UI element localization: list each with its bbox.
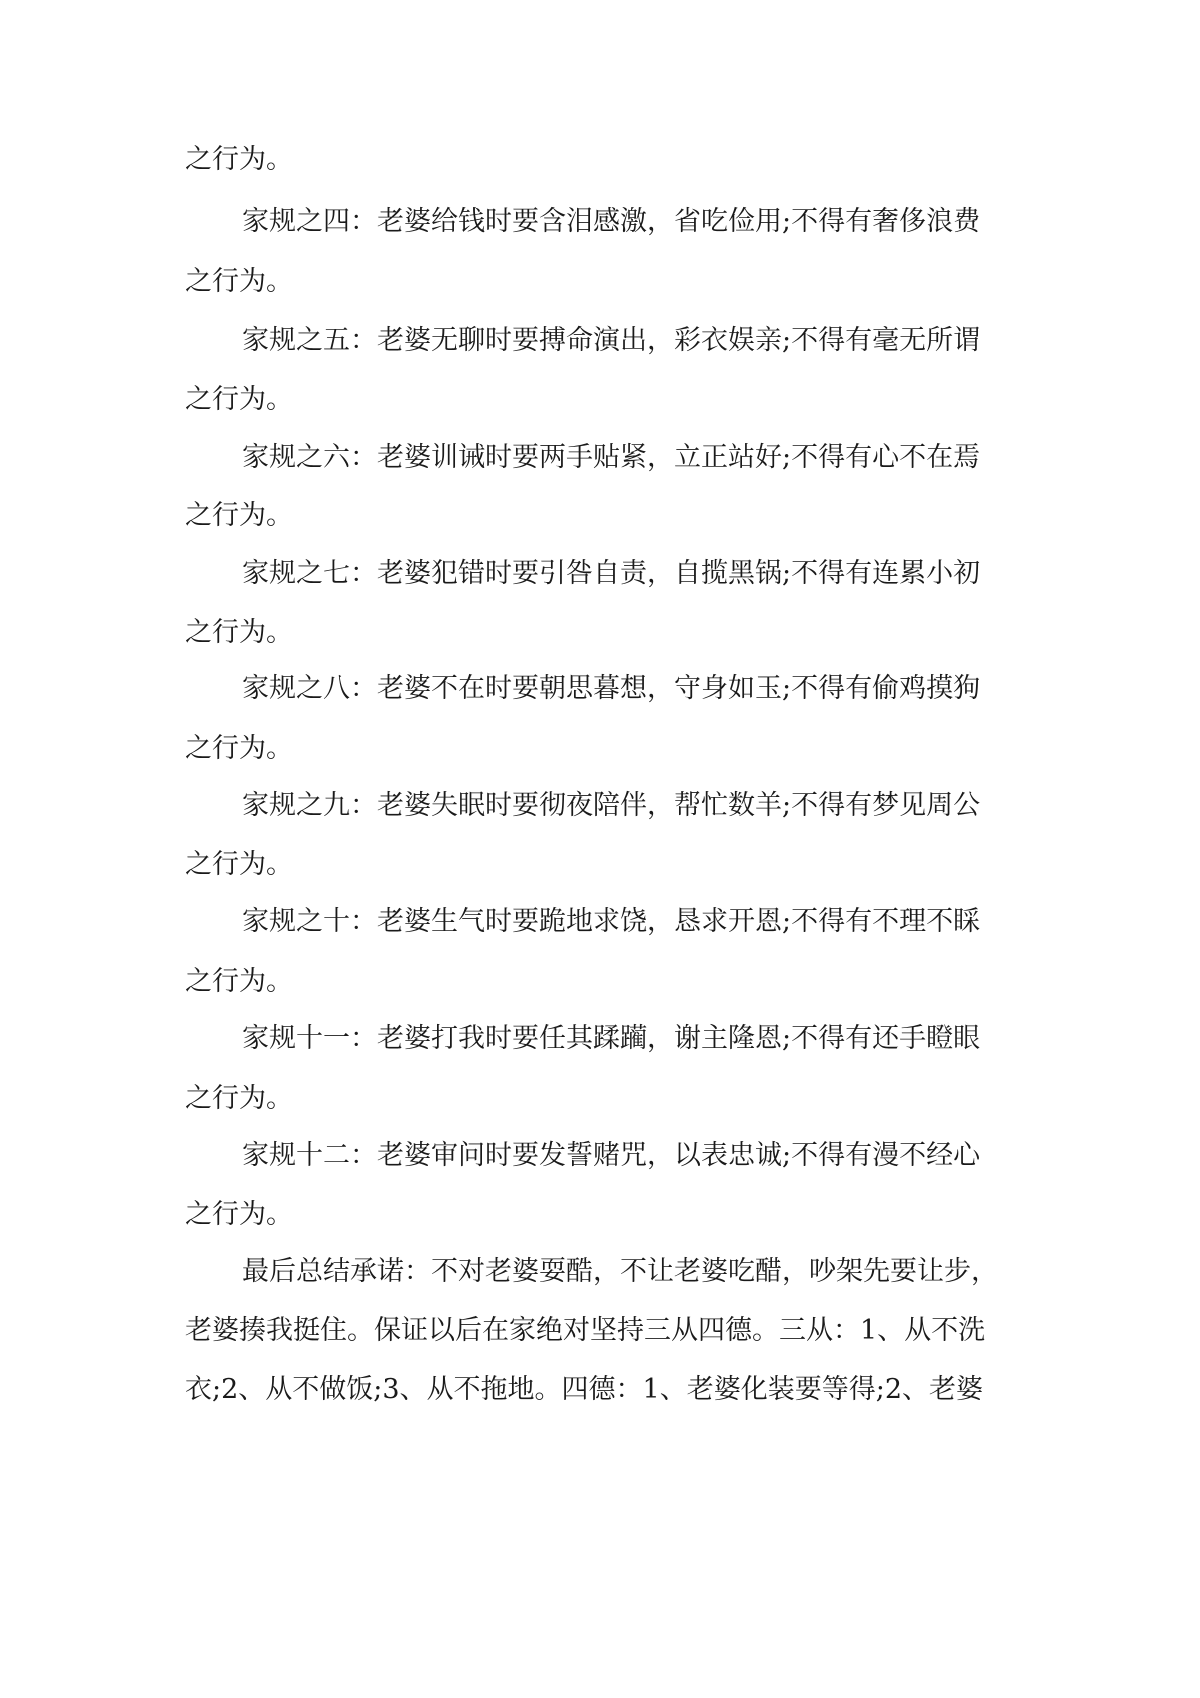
rule-8-line: 家规之八：老婆不在时要朝思暮想，守身如玉;不得有偷鸡摸狗 [242,673,981,704]
rule-6-line: 家规之六：老婆训诫时要两手贴紧，立正站好;不得有心不在焉 [242,442,981,473]
text-line: 之行为。 [185,966,293,997]
rule-10-line: 家规之十：老婆生气时要跪地求饶，恳求开恩;不得有不理不睬 [242,906,981,937]
text-line: 之行为。 [185,384,293,415]
text-line: 之行为。 [185,733,293,764]
text-line: 衣;2、从不做饭;3、从不拖地。四德：1、老婆化装要等得;2、老婆 [185,1374,984,1405]
text-line: 之行为。 [185,1199,293,1230]
text-line: 之行为。 [185,849,293,880]
rule-7-line: 家规之七：老婆犯错时要引咎自责，自揽黑锅;不得有连累小初 [242,558,981,589]
rule-11-line: 家规十一：老婆打我时要任其蹂躏，谢主隆恩;不得有还手瞪眼 [242,1023,981,1054]
rule-4-line: 家规之四：老婆给钱时要含泪感激，省吃俭用;不得有奢侈浪费 [242,206,981,237]
rule-9-line: 家规之九：老婆失眠时要彻夜陪伴，帮忙数羊;不得有梦见周公 [242,790,981,821]
rule-5-line: 家规之五：老婆无聊时要搏命演出，彩衣娱亲;不得有毫无所谓 [242,325,981,356]
text-line: 之行为。 [185,1083,293,1114]
text-line: 之行为。 [185,500,293,531]
summary-line: 最后总结承诺：不对老婆耍酷，不让老婆吃醋，吵架先要让步， [242,1256,998,1287]
text-line: 之行为。 [185,617,293,648]
text-line: 之行为。 [185,144,293,175]
text-line: 之行为。 [185,266,293,297]
text-line: 老婆揍我挺住。保证以后在家绝对坚持三从四德。三从：1、从不洗 [185,1315,986,1346]
rule-12-line: 家规十二：老婆审问时要发誓赌咒，以表忠诚;不得有漫不经心 [242,1140,981,1171]
